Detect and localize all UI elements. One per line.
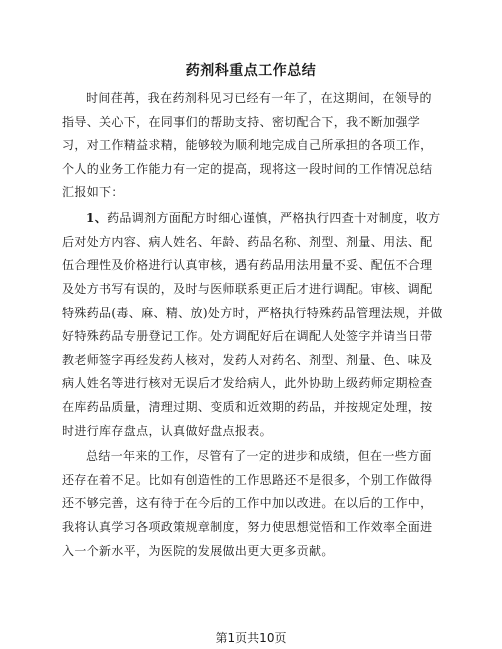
paragraph-intro [62,87,440,205]
text-line-content: 药品调剂方面配方时细心谨慎，严格执行四查十对制度，收方 [107,211,441,226]
text-line: 及处方书写有误的，及时与医师联系更正后才进行调配。审核、调配 [62,281,433,296]
page-number-footer: 第1页共10页 [215,631,287,645]
paragraph-conclusion [62,445,440,563]
text-line: 还存在着不足。比如有创造性的工作思路还不是很多，个别工作做得 [62,472,433,487]
text-line: 病人姓名等进行核对无误后才发给病人，此外协助上级药师定期检查 [62,376,433,391]
text-line: 还不够完善，这有待于在今后的工作中加以改进。在以后的工作中， [62,496,433,511]
text-line: 汇报如下： [62,185,124,200]
text-line: 习，对工作精益求精，能够较为顺利地完成自己所承担的各项工作， [62,138,433,153]
text-line: 特殊药品(毒、麻、精、放)处方时，严格执行特殊药品管理法规，并做 [62,305,443,320]
text-line: 在库药品质量，清理过期、变质和近效期的药品，并按规定处理，按 [62,399,433,414]
text-line: 教老师签字再经发药人核对，发药人对药名、剂型、剂量、色、味及 [62,352,433,367]
text-line: 后对处方内容、病人姓名、年龄、药品名称、剂型、剂量、用法、配 [62,234,433,249]
document-body [62,87,443,563]
text-line: 个人的业务工作能力有一定的提高，现将这一段时间的工作情况总结 [62,161,433,176]
text-line: 伍合理性及价格进行认真审核，遇有药品用法用量不妥、配伍不合理 [62,258,433,273]
text-line [62,207,440,231]
text-line: 时进行库存盘点，认真做好盘点报表。 [62,423,272,438]
text-line: 好特殊药品专册登记工作。处方调配好后在调配人处签字并请当日带 [62,329,433,344]
text-line: 时间荏苒，我在药剂科见习已经有一年了，在这期间，在领导的 [86,91,432,105]
document-title: 药剂科重点工作总结 [185,63,317,79]
text-line: 我将认真学习各项政策规章制度，努力使思想觉悟和工作效率全面进 [62,520,433,535]
text-line: 指导、关心下，在同事们的帮助支持、密切配合下，我不断加强学 [62,114,421,129]
text-line: 总结一年来的工作，尽管有了一定的进步和成绩，但在一些方面 [86,449,432,464]
section-number: 1、 [86,211,108,226]
text-line: 入一个新水平，为医院的发展做出更大更多贡献。 [62,543,334,558]
paragraph-dispensing [62,207,443,443]
